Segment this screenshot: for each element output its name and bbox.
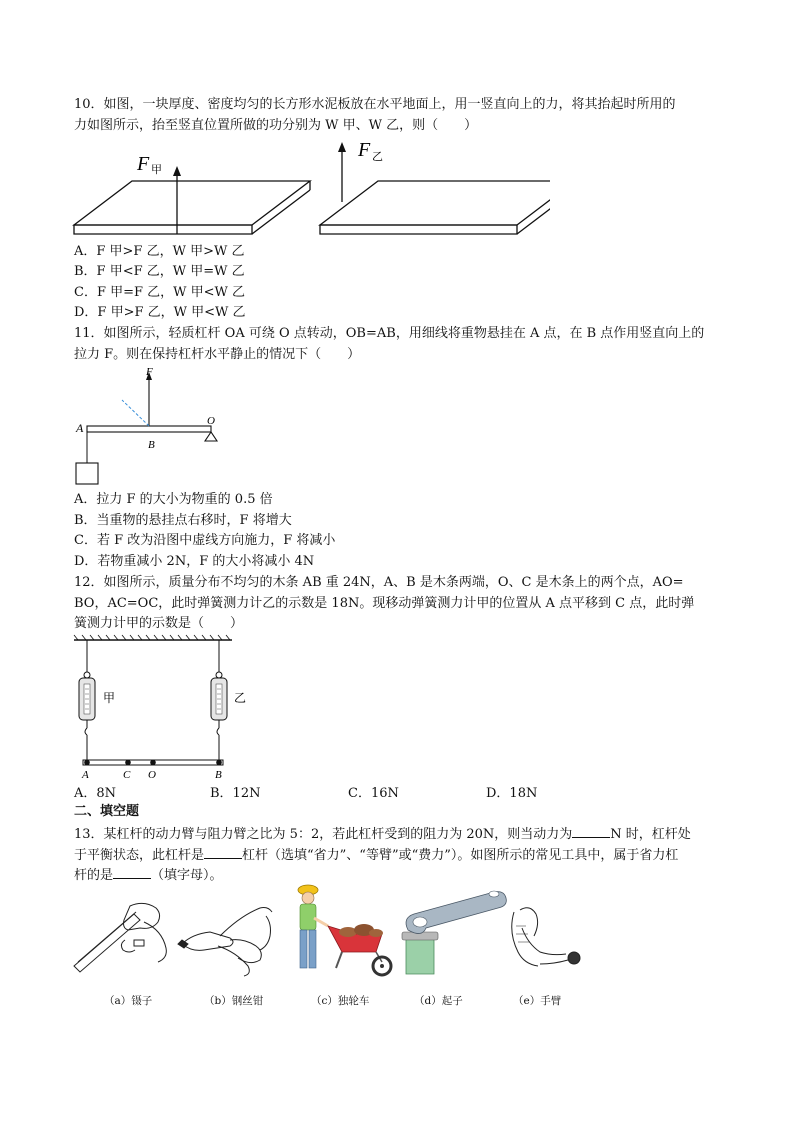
q12-figure [70, 634, 250, 782]
q11-pivot [205, 432, 217, 441]
q10-figure [70, 136, 550, 242]
q13-line2 [74, 846, 678, 865]
caption-b-pliers: （b）钢丝钳 [204, 995, 264, 1007]
q11-option-a: A．拉力 F 的大小为物重的 0.5 倍 [74, 492, 273, 507]
q11-stem-line1: 11．如图所示，轻质杠杆 OA 可绕 O 点转动，OB=AB，用细线将重物悬挂在 A 点，在 B 点作用竖直向上的 [74, 326, 705, 341]
q13-line2-text: 于平衡状态，此杠杆是 [74, 848, 205, 863]
q13-line3-text: 杆的是 [74, 868, 114, 883]
q11-option-d: D．若物重减小 2N，F 的大小将减小 4N [74, 554, 315, 569]
q12-stem-line1: 12．如图所示，质量分布不均匀的木条 AB 重 24N，A、B 是木条两端，O、C 是木条上的两个点，AO= [74, 575, 684, 590]
q12-label-o: O [148, 769, 156, 781]
q11-label-o: O [207, 415, 215, 427]
q12-stem-line3: 簧测力计甲的示数是（ ） [74, 616, 244, 631]
q10-option-b: B．F 甲<F 乙，W 甲=W 乙 [74, 264, 245, 279]
q13-line1 [74, 825, 691, 844]
q12-option-b: B．12N [210, 786, 261, 801]
q11-label-f: F [146, 366, 153, 378]
q12-option-a: A．8N [74, 786, 117, 801]
caption-c-wheelbarrow: （c）独轮车 [311, 995, 370, 1007]
tool-arm-image [512, 908, 580, 966]
q10-slab-left [74, 181, 310, 234]
q13-blank-2[interactable] [204, 846, 242, 859]
q11-stem-line2: 拉力 F。则在保持杠杆水平静止的情况下（ ） [74, 347, 361, 362]
q12-label-b: B [215, 769, 222, 781]
q10-slab-right [320, 181, 550, 234]
q10-stem-line2: 力如图所示，抬至竖直位置所做的功分别为 W 甲、W 乙，则（ ） [74, 118, 478, 133]
q12-stem-line2: BO，AC=OC，此时弹簧测力计乙的示数是 18N。现移动弹簧测力计甲的位置从 A 点平移到 C 点，此时弹 [74, 596, 695, 611]
q11-option-c: C．若 F 改为沿图中虚线方向施力，F 将减小 [74, 533, 336, 548]
q11-lever-bar [87, 426, 211, 432]
q13-blank-3[interactable] [113, 866, 151, 879]
q12-option-c: C．16N [348, 786, 399, 801]
q10-option-a: A．F 甲>F 乙，W 甲>W 乙 [74, 244, 245, 259]
q12-label-yi: 乙 [234, 691, 247, 705]
q10-stem-line1: 10．如图，一块厚度、密度均匀的长方形水泥板放在水平地面上，用一竖直向上的力，将其抬起时所用的 [74, 97, 676, 112]
q11-label-b: B [148, 439, 155, 451]
q13-blank-1[interactable] [572, 825, 610, 838]
tool-tweezers-image [74, 903, 166, 972]
q12-label-jia: 甲 [103, 691, 116, 705]
q10-option-c: C．F 甲=F 乙，W 甲<W 乙 [74, 285, 246, 300]
q10-label-f-right: F [358, 139, 371, 161]
q13-line2-tail: 杠杆（选填“省力”、“等臂”或“费力”）。如图所示的常见工具中，属于省力杠 [242, 848, 679, 863]
q10-label-f-right-sub: 乙 [372, 150, 383, 163]
caption-a-tweezers: （a）镊子 [104, 995, 153, 1007]
q10-label-f-left: F [137, 153, 150, 175]
q12-option-d: D．18N [486, 786, 538, 801]
q12-label-c: C [123, 769, 131, 781]
q13-line1-tail: N 时，杠杆处 [610, 827, 691, 842]
q10-force-left-arrow [173, 166, 181, 234]
q13-line3-tail: （填字母）。 [151, 868, 223, 883]
caption-d-opener: （d）起子 [414, 995, 463, 1007]
q12-scale-jia [79, 640, 95, 762]
q13-line1-text: 13．某杠杆的动力臂与阻力臂之比为 5：2，若此杠杆受到的阻力为 20N，则当动力为 [74, 827, 573, 842]
q11-lever-figure [70, 364, 230, 488]
q12-scale-yi [211, 640, 227, 762]
tool-bottle-opener-image [402, 891, 506, 974]
q11-dashed-direction [122, 400, 149, 426]
q11-label-a: A [76, 421, 84, 435]
q10-option-d: D．F 甲>F 乙，W 甲<W 乙 [74, 305, 246, 320]
q11-weight-box [76, 463, 98, 484]
tool-pliers-image [178, 908, 272, 977]
q13-tools-figure [70, 882, 590, 982]
tool-wheelbarrow-image [298, 885, 391, 975]
q12-label-a: A [82, 769, 89, 781]
q11-option-b: B．当重物的悬挂点右移时，F 将增大 [74, 513, 292, 528]
q10-force-right-arrow [338, 142, 346, 202]
section-fill-blank-heading: 二、填空题 [74, 804, 140, 819]
q10-label-f-left-sub: 甲 [151, 163, 162, 176]
caption-e-arm: （e）手臂 [513, 995, 562, 1007]
